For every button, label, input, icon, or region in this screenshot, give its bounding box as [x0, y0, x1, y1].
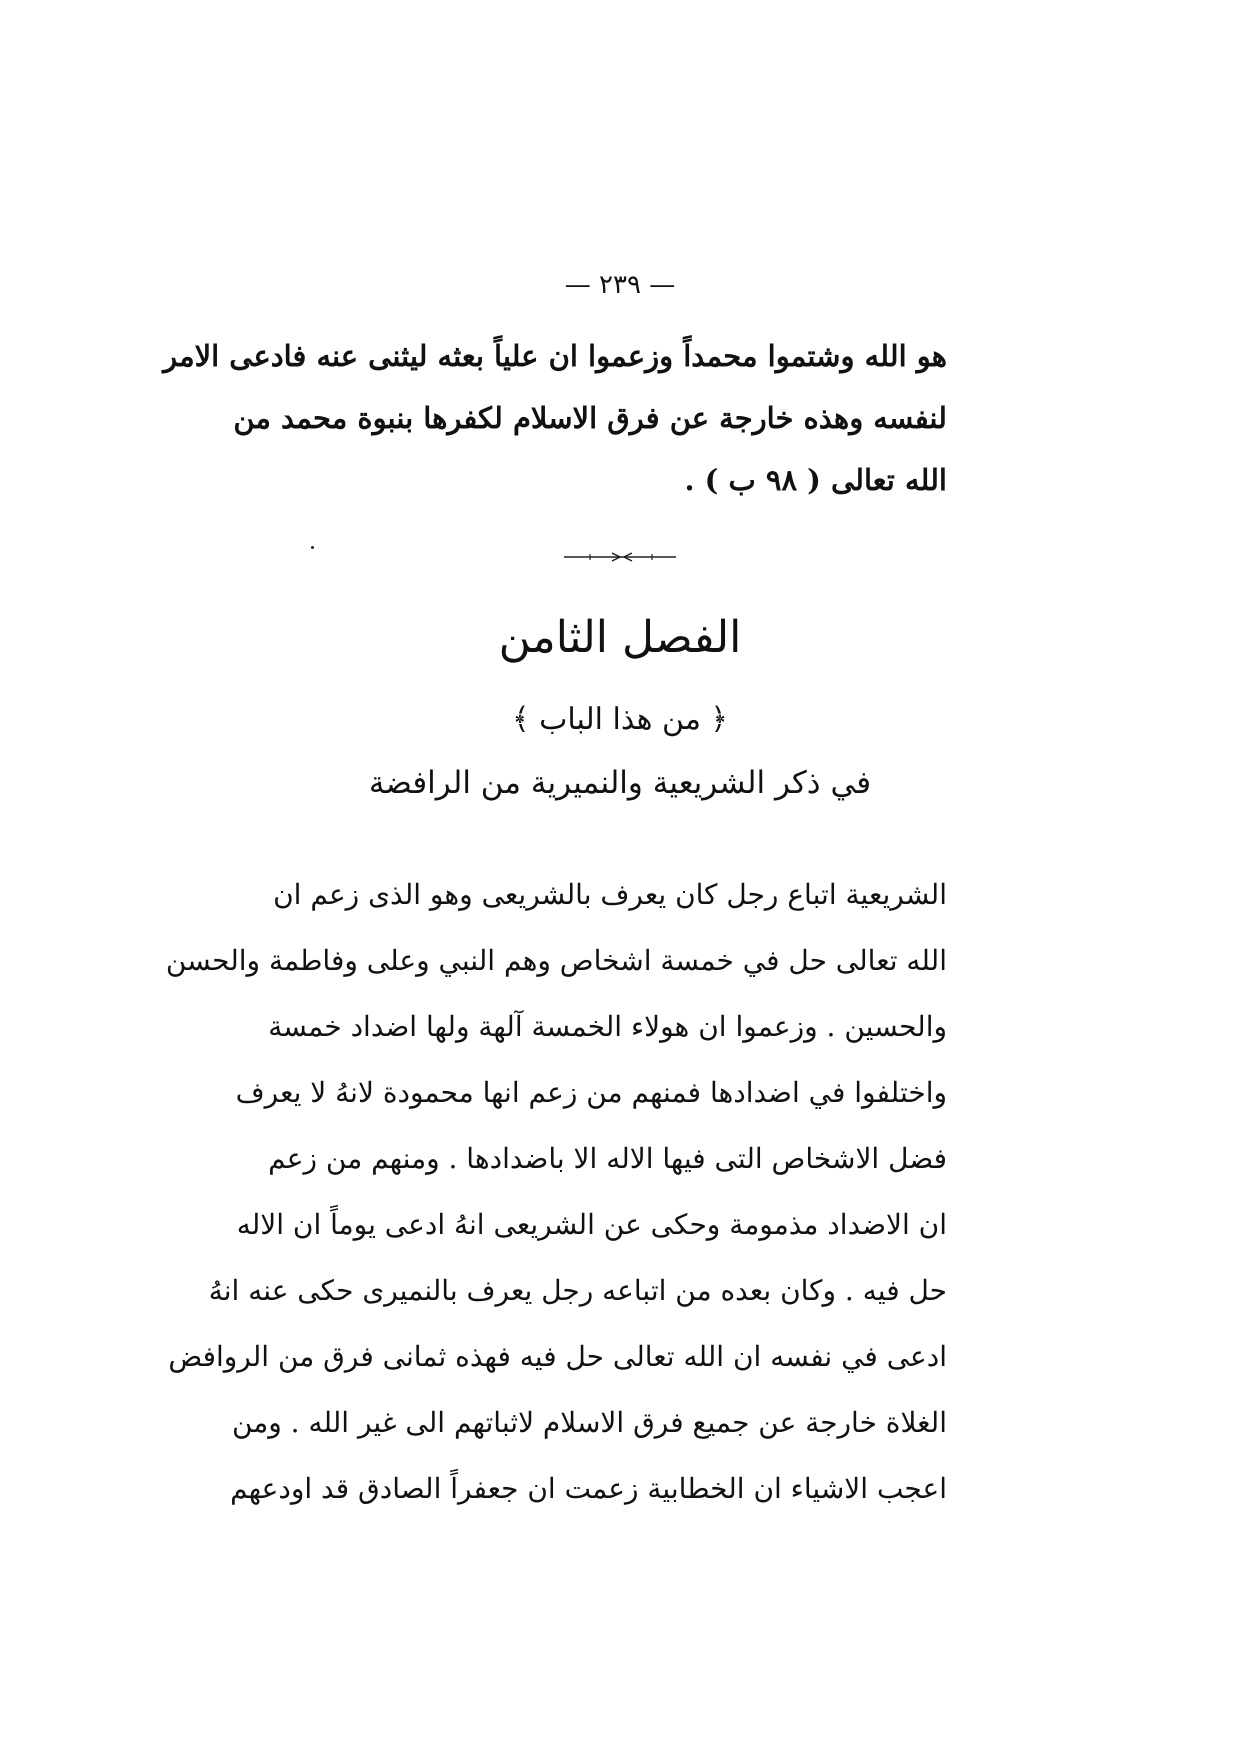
text-line: الغلاة خارجة عن جميع فرق الاسلام لاثباتهم الى غير الله . ومن	[231, 1406, 947, 1439]
text-line: ان الاضداد مذمومة وحكى عن الشريعى انهُ ادعى يوماً ان الاله	[236, 1208, 947, 1241]
continued-paragraph	[163, 325, 947, 511]
stray-mark	[311, 546, 314, 549]
text-line: الله تعالى حل في خمسة اشخاص وهم النبي وعلى وفاطمة والحسن	[165, 944, 947, 977]
text-line: اعجب الاشياء ان الخطابية زعمت ان جعفراً الصادق قد اودعهم	[230, 1472, 947, 1505]
text-line: والحسين . وزعموا ان هولاء الخمسة آلهة ولها اضداد خمسة	[268, 1010, 947, 1043]
text-line: ادعى في نفسه ان الله تعالى حل فيه فهذه ثمانى فرق من الروافض	[168, 1340, 947, 1373]
text-line: هو الله وشتموا محمداً وزعموا ان علياً بعثه ليثنى عنه فادعى الامر	[163, 339, 947, 373]
text-line: لنفسه وهذه خارجة عن فرق الاسلام لكفرها بنبوة محمد من	[233, 401, 947, 435]
body-paragraph	[165, 862, 947, 1522]
text-line: الله تعالى ( ٩٨ ب ) .	[684, 463, 947, 497]
section-subtitle: ﴿ من هذا الباب ﴾	[511, 702, 729, 737]
text-line: حل فيه . وكان بعده من اتباعه رجل يعرف بالنميرى حكى عنه انهُ	[208, 1274, 947, 1307]
page-number: — ٢٣٩ —	[564, 270, 676, 300]
section-heading: في ذكر الشريعية والنميرية من الرافضة	[368, 765, 872, 801]
text-line: فضل الاشخاص التى فيها الاله الا باضدادها . ومنهم من زعم	[268, 1142, 947, 1175]
text-line: الشريعية اتباع رجل كان يعرف بالشريعى وهو الذى زعم ان	[273, 878, 947, 911]
chapter-title: الفصل الثامن	[498, 612, 742, 663]
text-line: واختلفوا في اضدادها فمنهم من زعم انها محمودة لانهُ لا يعرف	[235, 1076, 947, 1109]
section-divider-ornament	[560, 550, 680, 564]
